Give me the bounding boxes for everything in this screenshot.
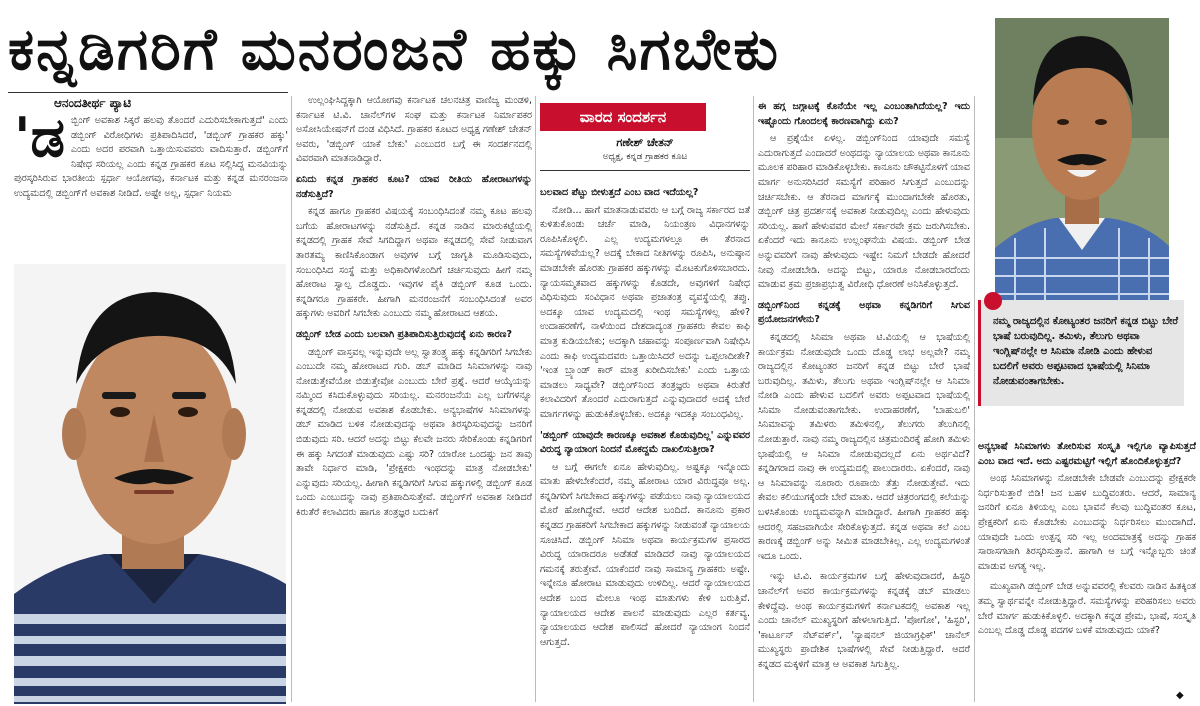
paragraph: ಇನ್ನು ಟಿ.ವಿ. ಕಾರ್ಯಕ್ರಮಗಳ ಬಗ್ಗೆ ಹೇಳುವುದಾದರೆ, ಹಿಸ್ಟರಿ ಚಾನೆಲ್‌ಗೆ ಅವರ ಕಾರ್ಯಕ್ರಮಗಳನ್ನು ಕನ್ನಡಕ್ಕೆ ಡಬ್ ಮಾಡಲು ಕೇಳಿದ್ದೆವು. ಅಂಥ ಕಾರ್ಯಕ್ರಮಗಳಿಗೆ ಕರ್ನಾಟಕದಲ್ಲಿ ಅವಕಾಶ ಇಲ್ಲ ಎಂದು ಚಾನೆಲ್ ಮುಖ್ಯಸ್ಥರಿಗೆ ಹೇಳಲಾಗುತ್ತಿದೆ. 'ಪೋಗೋ', 'ಹಿಸ್ಟರಿ', 'ಕಾರ್ಟೂನ್ ನೆಟ್‌ವರ್ಕ್', 'ನ್ಯಾಷನಲ್ ಜಿಯಾಗ್ರಫಿಕ್' ಚಾನೆಲ್ ಮುಖ್ಯಸ್ಥರು ಪ್ರಾದೇಶಿಕ ಭಾಷೆಗಳಲ್ಲಿ ಸೇವೆ ನೀಡುತ್ತಿದ್ದಾರೆ. ಆದರೆ ಕನ್ನಡದ ಮಕ್ಕಳಿಗೆ ಮಾತ್ರ ಆ ಅವಕಾಶ ಸಿಗುತ್ತಿಲ್ಲ. <box>758 571 970 670</box>
side-portrait-photo <box>995 18 1169 304</box>
interview-question: ಈ ಹಗ್ಗ ಜಗ್ಗಾಟಕ್ಕೆ ಕೊನೆಯೇ ಇಲ್ಲ ಎಂಬಂತಾಗಿದೆಯಲ್ಲ? ಇದು ಇಷ್ಟೊಂದು ಗೊಂದಲಕ್ಕೆ ಕಾರಣವಾಗಿದ್ದು ಏನು? <box>758 101 970 127</box>
intro-text: ಬ್ಬಿಂಗ್ ಅವಕಾಶ ಸಿಕ್ಕರೆ ಹಲವು ತೊಂದರೆ ಎದುರಿಸಬೇಕಾಗುತ್ತದೆ' ಎಂದು ಡಬ್ಬಿಂಗ್ ವಿರೋಧಿಗಳು ಪ್ರತಿಪಾದಿಸಿದರೆ, 'ಡಬ್ಬಿಂಗ್ ಗ್ರಾಹಕರ ಹಕ್ಕು' ಎಂದು ಅದರ ಪರವಾಗಿ ಒತ್ತಾಯಿಸುವವರು ವಾದಿಸುತ್ತಾರೆ. ಡಬ್ಬಿಂಗ್‌ಗೆ ನಿಷೇಧ ಸರಿಯಲ್ಲ ಎಂದು ಕನ್ನಡ ಗ್ರಾಹಕರ ಕೂಟ ಸಲ್ಲಿಸಿದ್ದ ಮನವಿಯನ್ನು ಪುರಸ್ಕರಿಸಿರುವ ಭಾರತೀಯ ಸ್ಪರ್ಧಾ ಆಯೋಗವು, ಕರ್ನಾಟಕ ಮತ್ತು ಕನ್ನಡ ಮನರಂಜನಾ ಉದ್ಯಮದಲ್ಲಿ ಡಬ್ಬಿಂಗ್‌ಗೆ ಅವಕಾಶ ನೀಡಿದೆ. ಅಷ್ಟೇ ಅಲ್ಲ, ಸ್ಪರ್ಧಾ ನಿಯಮ <box>14 115 288 199</box>
interview-question: 'ಡಬ್ಬಿಂಗ್ ಯಾವುದೇ ಕಾರಣಕ್ಕೂ ಅವಕಾಶ ಕೊಡುವುದಿಲ್ಲ' ಎನ್ನುವವರ ವಿರುದ್ಧ ನ್ಯಾಯಾಂಗ ನಿಂದನೆ ಮೊಕದ್ದಮೆ ದಾಖಲಿಸುತ್ತೀರಾ? <box>540 429 750 456</box>
byline: ಆನಂದತೀರ್ಥ ಪ್ಯಾಟಿ <box>54 96 132 110</box>
interview-question: ಅನ್ಯಭಾಷೆ ಸಿನಿಮಾಗಳು ತೋರಿಸುವ ಸಂಸ್ಕೃತಿ ಇಲ್ಲಿಗೂ ವ್ಯಾಪಿಸುತ್ತದೆ ಎಂಬ ವಾದ ಇದೆ. ಅದು ಎಷ್ಟರಮಟ್ಟಿಗೆ ಇಲ್ಲಿಗೆ ಹೊಂದಿಕೊಳ್ಳುತ್ತದೆ? <box>978 441 1196 467</box>
pull-quote-marker <box>984 292 1002 310</box>
author-name: ಗಣೇಶ್ ಚೇತನ್ <box>616 136 674 149</box>
paragraph: ಆ ಬಗ್ಗೆ ಈಗಲೇ ಏನೂ ಹೇಳುವುದಿಲ್ಲ. ಅಷ್ಟಕ್ಕೂ ಇನ್ನೊಂದು ಮಾತು ಹೇಳಬೇಕೆಂದರೆ, ನಮ್ಮ ಹೋರಾಟ ಯಾರ ವಿರುದ್ಧವೂ ಅಲ್ಲ. ಕನ್ನಡಿಗರಿಗೆ ಸಿಗಬೇಕಾದ ಹಕ್ಕುಗಳನ್ನು ಪಡೆಯಲು ನಾವು ನ್ಯಾಯಾಲಯದ ಮೊರೆ ಹೋಗಿದ್ದೇವೆ. ಆದರೆ ಆದೇಶ ಬಂದಿದೆ. ಕಾನೂನು ಪ್ರಕಾರ ಕನ್ನಡದ ಗ್ರಾಹಕರಿಗೆ ಸಿಗಬೇಕಾದ ಹಕ್ಕುಗಳನ್ನು ನೀಡುವಂತೆ ನ್ಯಾಯಾಲಯ ಸೂಚಿಸಿದೆ. ಡಬ್ಬಿಂಗ್ ಸಿನಿಮಾ ಅಥವಾ ಕಾರ್ಯಕ್ರಮಗಳ ಪ್ರಸಾರದ ವಿರುದ್ಧ ಯಾರಾದರೂ ಅಡೆತಡೆ ಮಾಡಿದರೆ ನಾವು ನ್ಯಾಯಾಲಯದ ಗಮನಕ್ಕೆ ತರುತ್ತೇವೆ. ಯಾಕೆಂದರೆ ನಾವು ಸಾಮಾನ್ಯ ಗ್ರಾಹಕರು ಅಷ್ಟೇ. ಇನ್ನೇನೂ ಹೋರಾಟ ಮಾಡುವುದು ಉಳಿದಿಲ್ಲ. ಆದರೆ ನ್ಯಾಯಾಲಯದ ಆದೇಶ ಬಂದ ಮೇಲೂ ಇಂಥ ಮಾತುಗಳು ಕೇಳಿ ಬರುತ್ತಿವೆ. ನ್ಯಾಯಾಲಯದ ಆದೇಶ ಪಾಲನೆ ಮಾಡುವುದು ಎಲ್ಲರ ಕರ್ತವ್ಯ. ನ್ಯಾಯಾಲಯದ ಆದೇಶ ಪಾಲಿಸದೆ ಹೋದರೆ ನ್ಯಾಯಾಂಗ ನಿಂದನೆ ಆಗುತ್ತದೆ. <box>540 461 750 648</box>
paragraph: ಆ ಪ್ರಶ್ನೆಯೇ ಏಳಲ್ಲ. ಡಬ್ಬಿಂಗ್‌ನಿಂದ ಯಾವುದೇ ಸಮಸ್ಯೆ ಎದುರಾಗುತ್ತದೆ ಎಂದಾದರೆ ಅಂಥದನ್ನು ನ್ಯಾಯಾಲಯ ಅಥವಾ ಕಾನೂನು ಮೂಲಕ ಪರಿಹಾರ ಮಾಡಿಕೊಳ್ಳಬೇಕು. ಕಾನೂನು ಚೌಕಟ್ಟಿನೊಳಗೆ ಯಾವ ಮಾರ್ಗ ಅನುಸರಿಸಿದರೆ ಸಮಸ್ಯೆಗೆ ಪರಿಹಾರ ಸಿಗುತ್ತದೆ ಎಂಬುದನ್ನು ಚರ್ಚಿಸಬೇಕು. ಆ ತೆರನಾದ ಮಾರ್ಗಕ್ಕೆ ಮುಂದಾಗಬೇಕೇ ಹೊರತು, ಡಬ್ಬಿಂಗ್ ಚಿತ್ರ ಪ್ರದರ್ಶನಕ್ಕೆ ಅವಕಾಶ ನೀಡುವುದಿಲ್ಲ ಎಂದು ಹೇಳುವುದು ಸರಿಯಲ್ಲ. ಹಾಗೆ ಹೇಳುವವರ ಮೇಲೆ ಸರ್ಕಾರವೇ ಕ್ರಮ ಜರುಗಿಸಬೇಕು. ಏಕೆಂದರೆ ಇದು ಕಾನೂನು ಉಲ್ಲಂಘನೆಯ ವಿಷಯ. ಡಬ್ಬಿಂಗ್ ಬೇಡ ಅನ್ನುವವರಿಗೆ ನಾವು ಹೇಳುವುದು ಇಷ್ಟೇ: ನಿಮಗೆ ಬೇಡದೇ ಹೋದರೆ ನೀವು ನೋಡಬೇಡಿ. ಅದನ್ನು ಬಿಟ್ಟು, ಯಾರೂ ನೋಡಬಾರದೆಂದು ಮಾಡುವ ಕ್ರಮ ಪ್ರಜಾಪ್ರಭುತ್ವ ವಿರೋಧಿ ಧೋರಣೆ ಅನಿಸಿಕೊಳ್ಳುತ್ತದೆ. <box>758 133 970 291</box>
paragraph: ಮುಖ್ಯವಾಗಿ ಡಬ್ಬಿಂಗ್ ಬೇಡ ಅನ್ನುವವರಲ್ಲಿ ಕೆಲವರು ನಾಡಿನ ಹಿತಕ್ಕಿಂತ ತಮ್ಮ ಸ್ವಾರ್ಥವನ್ನೇ ನೋಡುತ್ತಿದ್ದಾರೆ. ಸಮಸ್ಯೆಗಳನ್ನು ಪರಿಹರಿಸಲು ಅವರು ಬೇರೆ ಮಾರ್ಗ ಹುಡುಕಿಕೊಳ್ಳಲಿ. ಅದಕ್ಕಾಗಿ ಕನ್ನಡ ಪ್ರೇಮ, ಭಾಷೆ, ಸಂಸ್ಕೃತಿ ಎಂಬಲ್ಲ ದೊಡ್ಡ ದೊಡ್ಡ ಪದಗಳ ಬಳಕೆ ಮಾಡುವುದು ಯಾಕೆ? <box>978 581 1196 637</box>
paragraph: ಕನ್ನಡದಲ್ಲಿ ಸಿನಿಮಾ ಅಥವಾ ಟಿ.ವಿಯಲ್ಲಿ ಆ ಭಾಷೆಯಲ್ಲಿ ಕಾರ್ಯಕ್ರಮ ನೋಡುವುದೇ ಒಂದು ದೊಡ್ಡ ಲಾಭ ಅಲ್ಲವೇ? ನಮ್ಮ ರಾಜ್ಯದಲ್ಲಿನ ಕೋಟ್ಯಂತರ ಜನರಿಗೆ ಕನ್ನಡ ಬಿಟ್ಟು ಬೇರೆ ಭಾಷೆ ಬರುವುದಿಲ್ಲ. ತಮಿಳು, ತೆಲುಗು ಅಥವಾ ಇಂಗ್ಲಿಷ್‌ನಲ್ಲೇ ಆ ಸಿನಿಮಾ ನೋಡಿ ಎಂದು ಹೇಳುವ ಬದಲಿಗೆ ಅವರು ಅಪ್ಪಟವಾದ ಭಾಷೆಯಲ್ಲಿ ಸಿನಿಮಾ ನೋಡುವಂತಾಗಬೇಕು. ಉದಾಹರಣೆಗೆ, 'ಬಾಹುಬಲಿ' ಸಿನಿಮಾವನ್ನು ತಮಿಳರು ತಮಿಳಿನಲ್ಲಿ, ತೆಲುಗರು ತೆಲುಗಿನಲ್ಲಿ ನೋಡುತ್ತಾರೆ. ನಾವು ನಮ್ಮ ರಾಜ್ಯದಲ್ಲಿನ ಚಿತ್ರಮಂದಿರಕ್ಕೆ ಹೋಗಿ ತಮಿಳು ಭಾಷೆಯಲ್ಲಿ ಆ ಸಿನಿಮಾ ನೋಡುವುದಲ್ಲದೆ ಏನು ಅರ್ಥವಿದೆ? ಕನ್ನಡಿಗರಾದ ನಾವು ಈ ಉದ್ಯಮದಲ್ಲಿ ಪಾಲುದಾರರು. ಏಕೆಂದರೆ, ನಾವು ಆ ಸಿನಿಮಾವನ್ನು ನೂರಾರು ರೂಪಾಯಿ ತೆತ್ತು ನೋಡುತ್ತೇವೆ. ಇದು ಕೇವಲ ಕಲಿಯುಗಕ್ಕೆಂದೇ ಬೇರೆ ಮಾತು. ಆದರೆ ಚಿತ್ರರಂಗದಲ್ಲಿ ಕಲೆಯನ್ನು ಬಳಸಿಕೊಂಡು ಉದ್ಯಮವನ್ನಾಗಿ ಮಾಡಿದ್ದಾರೆ. ಹೀಗಾಗಿ ಗ್ರಾಹಕರ ಹಕ್ಕು ಆದರಲ್ಲಿ ಸಹಜವಾಗಿಯೇ ಸೇರಿಕೊಳ್ಳುತ್ತದೆ. ಕನ್ನಡ ಅಥವಾ ಕಲೆ ಎಂಬ ಕಾರಣಕ್ಕೆ ಡಬ್ಬಿಂಗ್ ಅನ್ನು ಸೀಮಿತ ಮಾಡಬೇಕಿಲ್ಲ. ಎಲ್ಲ ಉದ್ಯಮಗಳಂತೆ ಇದೂ ಒಂದು. <box>758 331 970 562</box>
column-rule <box>291 96 292 702</box>
author-title: ಅಧ್ಯಕ್ಷ, ಕನ್ನಡ ಗ್ರಾಹಕರ ಕೂಟ <box>602 152 688 162</box>
paragraph: ಡಬ್ಬಿಂಗ್ ವಾಸ್ತವಲ್ಲ ಇನ್ನುವುದೇ ಅಲ್ಲ ಸ್ವಾತಂತ್ರ್ಯ ಹಕ್ಕು ಕನ್ನಡಿಗರಿಗೆ ಸಿಗಬೇಕು ಎಂಬುದೇ ನಮ್ಮ ಹೋರಾಟದ ಗುರಿ. ಡಬ್ ಮಾಡಿದ ಸಿನಿಮಾಗಳನ್ನು ನಾವು ನೋಡುತ್ತೇವೆಯೋ ಬಿಡುತ್ತೇವೋ ಎಂಬುದು ಬೇರೆ ಪ್ರಶ್ನೆ. ಆದರೆ ಆಯ್ಕೆಯನ್ನು ನಮ್ಮಿಂದ ಕಸಿದುಕೊಳ್ಳುವುದು ಸರಿಯಲ್ಲ. ಮನರಂಜನೆಯ ಎಲ್ಲ ಬಗೆಗಳನ್ನೂ ಕನ್ನಡದಲ್ಲಿ ನೋಡುವ ಅವಕಾಶ ಕೊಡಬೇಕು. ಅನ್ಯಭಾಷೆಗಳ ಸಿನಿಮಾಗಳನ್ನು ಡಬ್ ಮಾಡಿದ ಬಳಿಕ ನೋಡುವುದನ್ನು ಅಥವಾ ತಿರಸ್ಕರಿಸುವುದನ್ನು ಜನರಿಗೆ ಬಿಡುವುದು ಸರಿ. ಆದರೆ ಅದನ್ನು ಬಿಟ್ಟು ಕೆಲವೇ ಜನರು ಸೇರಿಕೊಂಡು ಕನ್ನಡಿಗರಿಗೆ ಈ ಹಕ್ಕು ಸಿಗದಂತೆ ಮಾಡುವುದು ಎಷ್ಟು ಸರಿ? ಯಾರೋ ಒಂದಷ್ಟು ಜನ ತಾವು ತಾವೇ ನಿರ್ಧಾರ ಮಾಡಿ, 'ಪ್ರೇಕ್ಷಕರು ಇಂಥದನ್ನು ಮಾತ್ರ ನೋಡಬೇಕು' ಎನ್ನುವುದು ಸರಿಯಲ್ಲ. ಹೀಗಾಗಿ ಕನ್ನಡಿಗರಿಗೆ ಸಿಗುವ ಹಕ್ಕುಗಳಲ್ಲಿ ಡಬ್ಬಿಂಗ್ ಕೂಡ ಒಂದು ಎಂಬುದನ್ನು ನಾವು ಪ್ರತಿಪಾದಿಸುತ್ತೇವೆ. ಡಬ್ಬಿಂಗ್‌ಗೆ ಅವಕಾಶ ನೀಡಿದರೆ ಕಿರುತೆರೆ ಕಲಾವಿದರು ಹಾಗೂ ತಂತ್ರಜ್ಞರ ಬದುಕಿಗೆ <box>296 346 532 519</box>
paragraph: ಅಂಥ ಸಿನಿಮಾಗಳನ್ನು ನೋಡಬೇಕೇ ಬೇಡವೇ ಎಂಬುದನ್ನು ಪ್ರೇಕ್ಷಕರೇ ನಿರ್ಧರಿಸುತ್ತಾರೆ ಬಿಡಿ! ಜನ ಬಹಳ ಬುದ್ಧಿವಂತರು. ಆದರೆ, ಸಾಮಾನ್ಯ ಜನರಿಗೆ ಏನೂ ತಿಳಿಯಲ್ಲ ಎಂಬ ಭಾವನೆ ಕೆಲವು ಬುದ್ಧಿವಂತರ ಕೂಟ, ಪ್ರೇಕ್ಷಕರಿಗೆ ಏನು ಕೊಡಬೇಕು ಎಂಬುದನ್ನು ನಿರ್ಧರಿಸಲು ಮುಂದಾಗಿದೆ. ಯಾವುದೇ ಒಂದು ಉತ್ಪನ್ನ ಸರಿ ಇಲ್ಲ ಅಂದಮಾತ್ರಕ್ಕೆ ಅದನ್ನು ಗ್ರಾಹಕ ಸಾರಾಸಗಟಾಗಿ ತಿರಸ್ಕರಿಸುತ್ತಾನೆ. ಹಾಗಾಗಿ ಆ ಬಗ್ಗೆ ಇನ್ನೊಬ್ಬರು ಚಿಂತೆ ಮಾಡುವ ಅಗತ್ಯ ಇಲ್ಲ. <box>978 473 1196 572</box>
column-rule <box>535 96 536 702</box>
headline-underline <box>8 92 288 93</box>
interview-question: ಬಲವಾದ ಪೆಟ್ಟು ಬೀಳುತ್ತದೆ ಎಂಬ ವಾದ ಇದೆಯಲ್ಲ? <box>540 187 699 198</box>
paragraph: ಕನ್ನಡ ಹಾಗೂ ಗ್ರಾಹಕರ ವಿಷಯಕ್ಕೆ ಸಂಬಂಧಿಸಿದಂತೆ ನಮ್ಮ ಕೂಟ ಹಲವು ಬಗೆಯ ಹೋರಾಟಗಳನ್ನು ನಡೆಸುತ್ತಿದೆ. ಕನ್ನಡ ನಾಡಿನ ಮಾರುಕಟ್ಟೆಯಲ್ಲಿ ಕನ್ನಡದಲ್ಲಿ ಗ್ರಾಹಕ ಸೇವೆ ಸಿಗದಿದ್ದಾಗ ಅಥವಾ ಕನ್ನಡದಲ್ಲಿ ಸೇವೆ ನೀಡುವಾಗ ತಾರತಮ್ಯ ಕಾಣಿಸಿಕೊಂಡಾಗ ಅವುಗಳ ಬಗ್ಗೆ ಜಾಗೃತಿ ಮೂಡಿಸುವುದು, ಸಂಬಂಧಿಸಿದ ಸಂಸ್ಥೆ ಮತ್ತು ಅಧಿಕಾರಿಗಳೊಂದಿಗೆ ಚರ್ಚಿಸುವುದು ಹೀಗೆ ನಮ್ಮ ಹೋರಾಟ ಸ್ವಾಲ್ಪ ದೊಡ್ಡದು. ಇವುಗಳ ಪೈಕಿ ಡಬ್ಬಿಂಗ್ ಕೂಡ ಒಂದು. ಕನ್ನಡಿಗರೂ ಗ್ರಾಹಕರೇ. ಹೀಗಾಗಿ ಮನರಂಜನೆಗೆ ಸಂಬಂಧಿಸಿದಂತೆ ಅವರ ಹಕ್ಕುಗಳು ಅವರಿಗೆ ಸಿಗಬೇಕು ಎಂಬುದು ನಮ್ಮ ಹೋರಾಟದ ಆಶಯ. <box>296 206 532 320</box>
interview-question: ಡಬ್ಬಿಂಗ್ ಬೇಡ ಎಂದು ಬಲವಾಗಿ ಪ್ರತಿಪಾದಿಸುತ್ತಿರುವುದಕ್ಕೆ ಏನು ಕಾರಣ? <box>296 328 512 340</box>
column-rule <box>974 96 975 702</box>
interviewee-photo <box>14 264 286 704</box>
intro-column <box>14 114 288 264</box>
article-column-3 <box>540 180 750 706</box>
article-column-2 <box>296 94 532 706</box>
pull-quote: ನಮ್ಮ ರಾಜ್ಯದಲ್ಲಿನ ಕೋಟ್ಯಂತರ ಜನರಿಗೆ ಕನ್ನಡ ಬಿಟ್ಟು ಬೇರೆ ಭಾಷೆ ಬರುವುದಿಲ್ಲ. ತಮಿಳು, ತೆಲುಗು ಅಥವಾ ಇಂಗ್ಲಿಷ್‌ನಲ್ಲೇ ಆ ಸಿನಿಮಾ ನೋಡಿ ಎಂದು ಹೇಳುವ ಬದಲಿಗೆ ಅವರು ಅಪ್ಪಟವಾದ ಭಾಷೆಯಲ್ಲಿ ಸಿನಿಮಾ ನೋಡುವಂತಾಗಬೇಕು. <box>978 300 1184 406</box>
dropcap: 'ಡ <box>14 114 65 169</box>
end-mark: ◆ <box>1176 690 1184 701</box>
article-column-5 <box>978 434 1196 706</box>
interview-question: ಡಬ್ಬಿಂಗ್‌ನಿಂದ ಕನ್ನಡಕ್ಕೆ ಅಥವಾ ಕನ್ನಡಿಗರಿಗೆ ಸಿಗುವ ಪ್ರಯೋಜನಗಳೇನು? <box>758 299 970 326</box>
author-rule <box>540 170 750 171</box>
interview-question: ಏನಿದು ಕನ್ನಡ ಗ್ರಾಹಕರ ಕೂಟ? ಯಾವ ರೀತಿಯ ಹೋರಾಟಗಳನ್ನು ನಡೆಸುತ್ತಿದೆ? <box>296 173 532 200</box>
article-column-4 <box>758 94 970 706</box>
column-rule <box>753 96 754 702</box>
paragraph: ಉಲ್ಲಂಘಿಸಿದ್ದಕ್ಕಾಗಿ ಆಯೋಗವು ಕರ್ನಾಟಕ ಚಲನಚಿತ್ರ ವಾಣಿಜ್ಯ ಮಂಡಳಿ, ಕರ್ನಾಟಕ ಟಿ.ವಿ. ಚಾನೆಲ್‌ಗಳ ಸಂಘ ಮತ್ತು ಕರ್ನಾಟಕ ನಿರ್ಮಾಪಕರ ಅಸೋಸಿಯೇಷನ್‌ಗೆ ದಂಡ ವಿಧಿಸಿದೆ. ಗ್ರಾಹಕರ ಕೂಟದ ಅಧ್ಯಕ್ಷ ಗಣೇಶ್ ಚೇತನ್ ಅವರು, 'ಡಬ್ಬಿಂಗ್ ಯಾಕೆ ಬೇಕು' ಎಂಬುದರ ಬಗ್ಗೆ ಈ ಸಂದರ್ಶನದಲ್ಲಿ ವಿವರವಾಗಿ ಮಾತನಾಡಿದ್ದಾರೆ. <box>296 95 532 165</box>
paragraph: ನೋಡಿ... ಹಾಗೆ ಮಾತನಾಡುವವರು ಆ ಬಗ್ಗೆ ರಾಜ್ಯ ಸರ್ಕಾರದ ಜತೆ ಕುಳಿತುಕೊಂಡು ಚರ್ಚೆ ಮಾಡಿ, ನಿಯಂತ್ರಣ ವಿಧಾನಗಳನ್ನು ರೂಪಿಸಿಕೊಳ್ಳಲಿ. ಎಲ್ಲ ಉದ್ಯಮಗಳಲ್ಲೂ ಈ ತೆರನಾದ ಸಮಸ್ಯೆಗಳಿವೆಯಲ್ಲ? ಅದಕ್ಕೆ ಬೇಕಾದ ನೀತಿಗಳನ್ನು ರೂಪಿಸಿ, ಅನುಷ್ಠಾನ ಮಾಡಬೇಕೇ ಹೊರತು ಗ್ರಾಹಕರ ಹಕ್ಕುಗಳನ್ನು ಮೊಟಕುಗೊಳಿಸಬಾರದು. ನ್ಯಾಯಸಮ್ಮತವಾದ ಹಕ್ಕುಗಳನ್ನು ಕೊಡದೇ, ಅವುಗಳಿಗೆ ನಿಷೇಧ ವಿಧಿಸುವುದು ಸಂವಿಧಾನ ಅಥವಾ ಪ್ರಜಾತಂತ್ರ ವ್ಯವಸ್ಥೆಯಲ್ಲಿ ತಪ್ಪು. ಅದಕ್ಕೂ ಯಾವ ಉದ್ಯಮದಲ್ಲಿ ಇಂಥ ಸಮಸ್ಯೆಗಳಿಲ್ಲ ಹೇಳಿ? ಉದಾಹರಣೆಗೆ, ನಾಳೆಯಿಂದ ದೇಶದಾದ್ಯಂತ ಗ್ರಾಹಕರು ಕೇವಲ ಕಾಫಿ ಮಾತ್ರ ಕುಡಿಯಬೇಕು; ಅದಕ್ಕಾಗಿ ಚಹಾವನ್ನು ಸಂಪೂರ್ಣವಾಗಿ ನಿಷೇಧಿಸಿ ಎಂದು ಕಾಫಿ ಉದ್ಯಮದವರು ಒತ್ತಾಯಿಸಿದರೆ ಅದನ್ನು ಒಪ್ಪಲಾದೀತೇ? 'ಇಂತ ಬ್ರ್ಯಾಂಡ್ ಕಾರ್ ಮಾತ್ರ ಖರೀದಿಸಬೇಕು' ಎಂದು ಒತ್ತಾಯ ಮಾಡಲು ಸಾಧ್ಯವೇ? ಡಬ್ಬಿಂಗ್‌ನಿಂದ ತಂತ್ರಜ್ಞರು ಅಥವಾ ಕಿರುತೆರೆ ಕಲಾವಿದರಿಗೆ ತೊಂದರೆ ಎದುರಾಗುತ್ತದೆ ಎನ್ನುವುದಾದರೆ ಅದಕ್ಕೆ ಬೇರೆ ಮಾರ್ಗಗಳನ್ನು ಹುಡುಕಿಕೊಳ್ಳಬೇಕು. ಅದಕ್ಕೂ ಇದಕ್ಕೂ ಸಂಬಂಧವಿಲ್ಲ. <box>540 204 750 420</box>
headline: ಕನ್ನಡಿಗರಿಗೆ ಮನರಂಜನೆ ಹಕ್ಕು ಸಿಗಬೇಕು <box>8 15 780 83</box>
section-kicker: ವಾರದ ಸಂದರ್ಶನ <box>540 103 706 131</box>
